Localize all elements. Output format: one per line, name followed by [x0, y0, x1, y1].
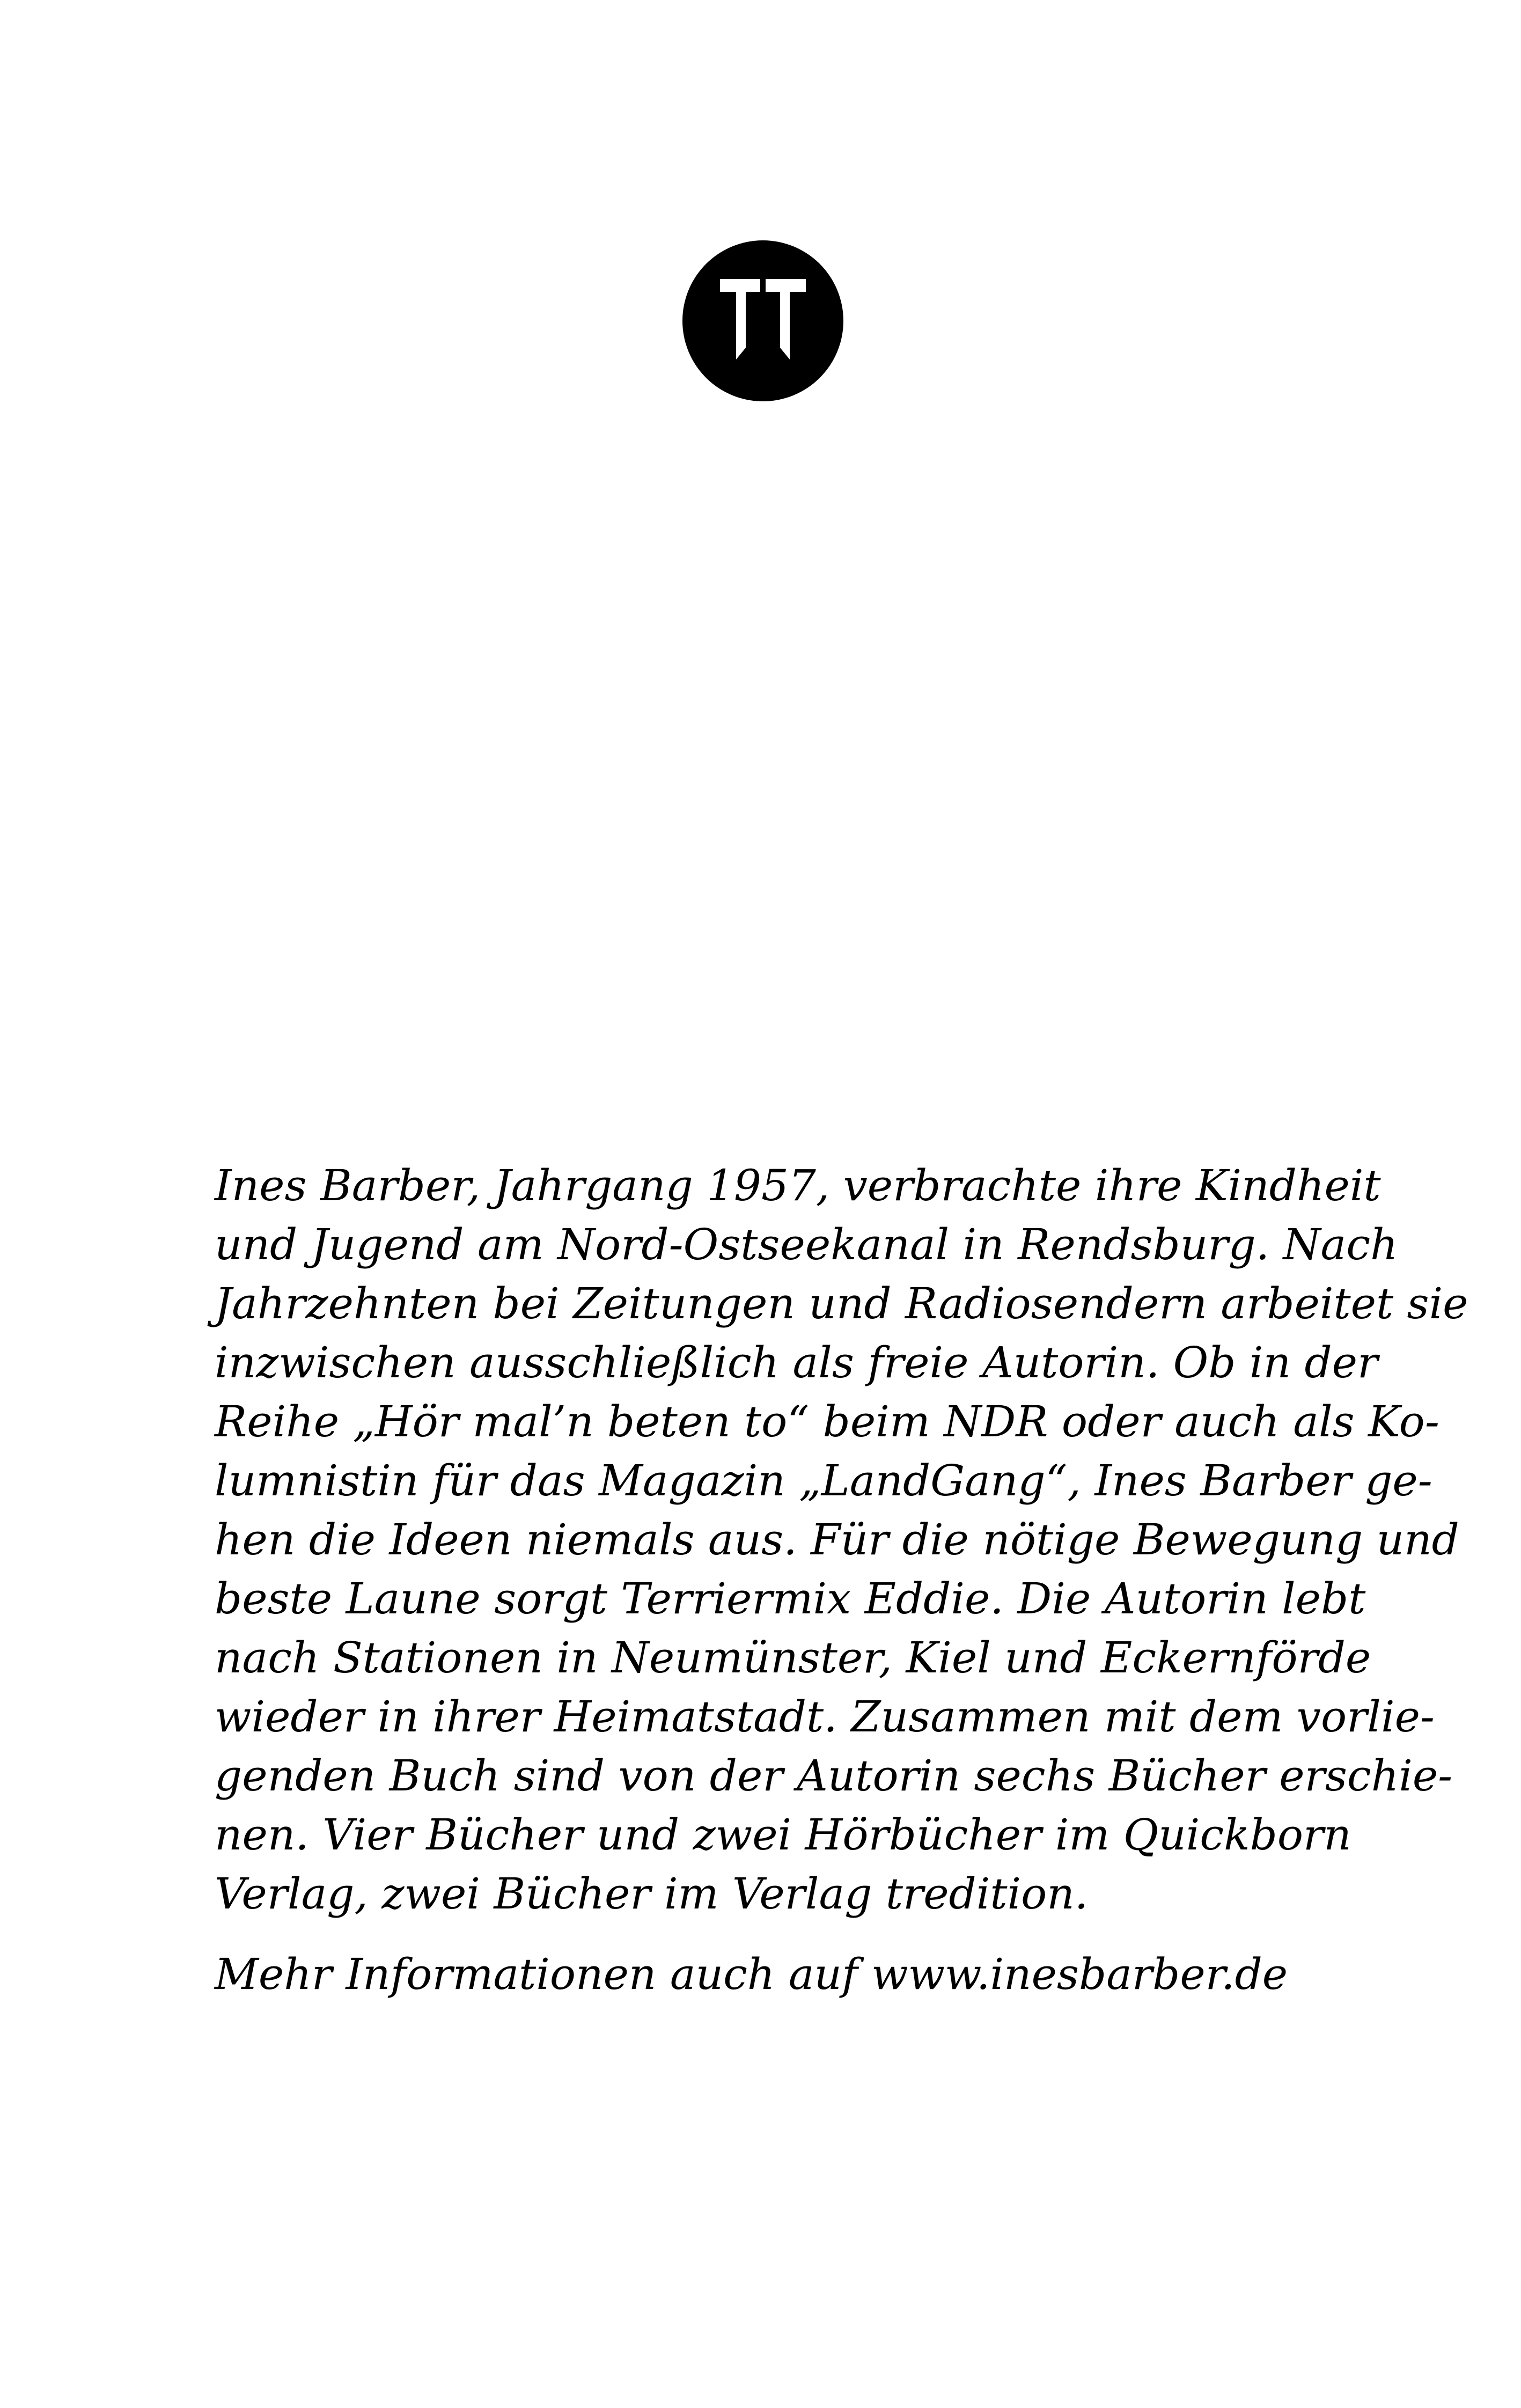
more-info-text: Mehr Informationen auch auf www.inesbarber.de — [215, 1949, 1288, 1999]
bio-line: und Jugend am Nord-Ostseekanal in Rendsburg. Nach — [215, 1220, 1398, 1269]
bio-line: Jahrzehnten bei Zeitungen und Radiosendern arbeitet sie — [215, 1279, 1468, 1328]
bio-line: genden Buch sind von der Autorin sechs Bücher erschie- — [215, 1751, 1453, 1801]
bio-line: lumnistin für das Magazin „LandGang“, Ines Barber ge- — [215, 1456, 1432, 1506]
bio-line: nen. Vier Bücher und zwei Hörbücher im Quickborn — [215, 1810, 1351, 1860]
bio-line: wieder in ihrer Heimatstadt. Zusammen mit dem vorlie- — [215, 1692, 1435, 1742]
bio-line: Verlag, zwei Bücher im Verlag tredition. — [215, 1869, 1089, 1919]
bio-line: Ines Barber, Jahrgang 1957, verbrachte ihre Kindheit — [215, 1161, 1381, 1210]
bio-line: inzwischen ausschließlich als freie Autorin. Ob in der — [215, 1338, 1378, 1387]
bio-line: Reihe „Hör mal’n beten to“ beim NDR oder auch als Ko- — [215, 1397, 1439, 1447]
bio-line: hen die Ideen niemals aus. Für die nötige Bewegung und — [215, 1515, 1459, 1565]
publisher-logo-icon — [682, 240, 843, 401]
bio-line: nach Stationen in Neumünster, Kiel und Eckernförde — [215, 1633, 1371, 1683]
author-bio — [215, 1156, 1468, 2004]
bio-line: beste Laune sorgt Terriermix Eddie. Die Autorin lebt — [215, 1574, 1366, 1624]
